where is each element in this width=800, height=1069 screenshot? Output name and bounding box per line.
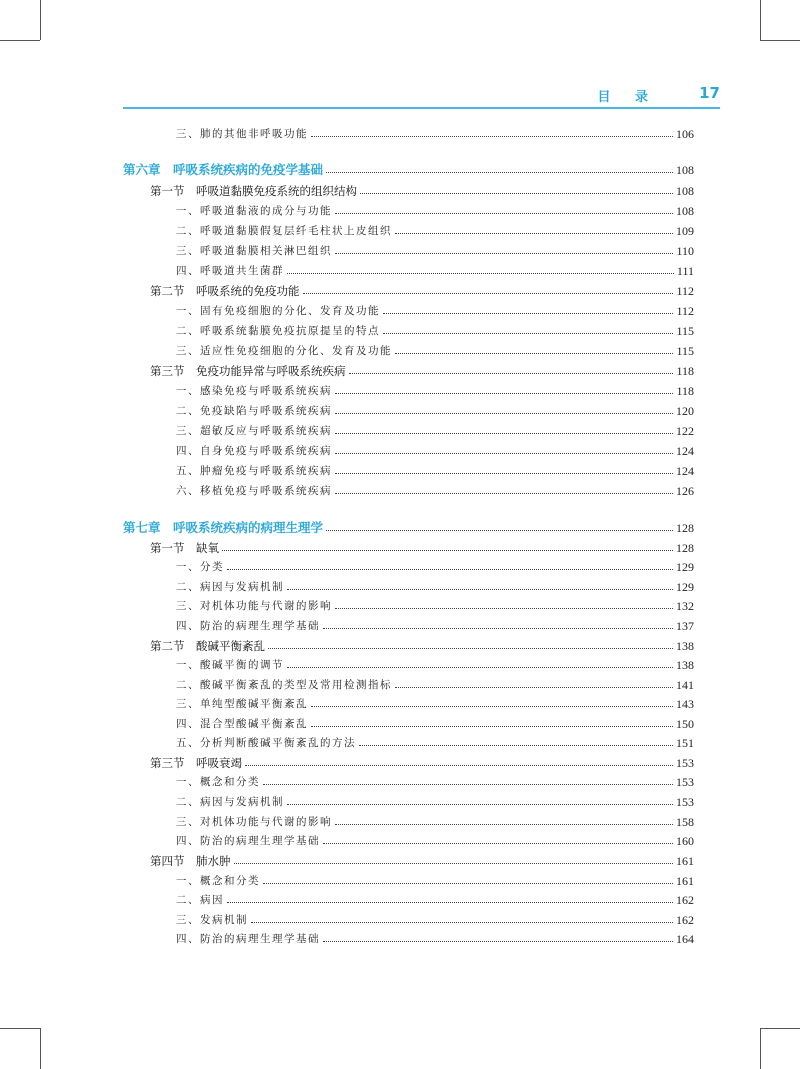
toc-item-row xyxy=(176,694,694,712)
toc-entry-title: 四、防治的病理生理学基础 xyxy=(176,620,320,632)
toc-item-row xyxy=(176,481,694,499)
dot-leader xyxy=(335,393,673,394)
toc-entry-title: 二、病因 xyxy=(176,894,224,906)
toc-page-number: 115 xyxy=(676,324,694,338)
toc-item-row xyxy=(176,812,694,830)
toc-item-row xyxy=(176,655,694,673)
toc-item-row xyxy=(176,341,694,359)
toc-page-number: 108 xyxy=(676,163,694,177)
toc-chapter-row xyxy=(123,160,694,178)
toc-item-row xyxy=(176,124,694,142)
toc-page-number: 151 xyxy=(676,736,694,750)
dot-leader xyxy=(287,804,673,805)
dot-leader xyxy=(234,863,674,864)
toc-page-number: 108 xyxy=(676,184,694,198)
toc-page-number: 109 xyxy=(676,224,694,238)
dot-leader xyxy=(263,883,673,884)
toc-entry-title: 第六章 呼吸系统疾病的免疫学基础 xyxy=(123,162,324,177)
dot-leader xyxy=(395,687,673,688)
toc-entry-title: 二、呼吸系统黏膜免疫抗原提呈的特点 xyxy=(176,325,380,337)
dot-leader xyxy=(335,453,673,454)
toc-entry-title: 一、分类 xyxy=(176,561,224,573)
toc-section-row xyxy=(150,538,694,556)
toc-entry-title: 三、对机体功能与代谢的影响 xyxy=(176,600,332,612)
toc-page-number: 118 xyxy=(676,384,694,398)
dot-leader xyxy=(335,253,673,254)
toc-page-number: 129 xyxy=(676,560,694,574)
toc-entry-title: 三、呼吸道黏膜相关淋巴组织 xyxy=(176,245,332,257)
toc-page-number: 150 xyxy=(676,717,694,731)
toc-entry-title: 四、呼吸道共生菌群 xyxy=(176,265,284,277)
dot-leader xyxy=(303,293,674,294)
toc-entry-title: 四、混合型酸碱平衡紊乱 xyxy=(176,718,308,730)
toc-entry-title: 四、防治的病理生理学基础 xyxy=(176,933,320,945)
toc-item-row xyxy=(176,890,694,908)
toc-entry-title: 第二节 酸碱平衡紊乱 xyxy=(150,639,265,653)
toc-entry-title: 二、呼吸道黏膜假复层纤毛柱状上皮组织 xyxy=(176,225,392,237)
dot-leader xyxy=(323,628,673,629)
toc-page-number: 161 xyxy=(676,874,694,888)
toc-page-number: 128 xyxy=(676,521,694,535)
dot-leader xyxy=(323,843,673,844)
dot-leader xyxy=(311,136,673,137)
dot-leader xyxy=(335,213,673,214)
toc-item-row xyxy=(176,301,694,319)
toc-item-row xyxy=(176,910,694,928)
dot-leader xyxy=(227,902,673,903)
toc-entry-title: 第一节 缺氧 xyxy=(150,541,219,555)
toc-item-row xyxy=(176,831,694,849)
toc-page-number: 108 xyxy=(676,204,694,218)
toc-page-number: 153 xyxy=(676,775,694,789)
toc-item-row xyxy=(176,441,694,459)
toc-item-row xyxy=(176,792,694,810)
dot-leader xyxy=(287,273,674,274)
toc-item-row xyxy=(176,241,694,259)
toc-entry-title: 一、概念和分类 xyxy=(176,875,260,887)
dot-leader xyxy=(383,313,673,314)
dot-leader xyxy=(335,413,673,414)
toc-entry-title: 五、分析判断酸碱平衡紊乱的方法 xyxy=(176,737,356,749)
toc-entry-title: 六、移植免疫与呼吸系统疾病 xyxy=(176,485,332,497)
toc-item-row xyxy=(176,321,694,339)
dot-leader xyxy=(335,608,673,609)
toc-item-row xyxy=(176,596,694,614)
toc-section-row xyxy=(150,636,694,654)
dot-leader xyxy=(335,433,673,434)
toc-item-row xyxy=(176,261,694,279)
toc-page-number: 153 xyxy=(676,756,694,770)
dot-leader xyxy=(311,706,673,707)
toc-entry-title: 三、肺的其他非呼吸功能 xyxy=(176,128,308,140)
toc-page-number: 106 xyxy=(676,127,694,141)
toc-page-number: 138 xyxy=(676,658,694,672)
toc-page-number: 141 xyxy=(676,678,694,692)
toc-entry-title: 三、超敏反应与呼吸系统疾病 xyxy=(176,425,332,437)
toc-entry-title: 四、防治的病理生理学基础 xyxy=(176,835,320,847)
toc-entry-title: 二、病因与发病机制 xyxy=(176,581,284,593)
toc-section-row xyxy=(150,181,694,199)
toc-item-row xyxy=(176,421,694,439)
toc-entry-title: 一、酸碱平衡的调节 xyxy=(176,659,284,671)
toc-section-row xyxy=(150,281,694,299)
toc-page-number: 153 xyxy=(676,795,694,809)
header-page-number: 17 xyxy=(699,84,720,102)
dot-leader xyxy=(395,233,673,234)
dot-leader xyxy=(360,193,673,194)
toc-entry-title: 五、肿瘤免疫与呼吸系统疾病 xyxy=(176,465,332,477)
toc-section-row xyxy=(150,851,694,869)
dot-leader xyxy=(349,373,674,374)
toc-item-row xyxy=(176,733,694,751)
toc-entry-title: 四、自身免疫与呼吸系统疾病 xyxy=(176,445,332,457)
dot-leader xyxy=(335,473,673,474)
toc-page-number: 124 xyxy=(676,444,694,458)
toc-page-number: 129 xyxy=(676,580,694,594)
toc-section-row xyxy=(150,753,694,771)
toc-entry-title: 一、概念和分类 xyxy=(176,776,260,788)
toc-page-number: 161 xyxy=(676,854,694,868)
toc-entry-title: 第一节 呼吸道黏膜免疫系统的组织结构 xyxy=(150,184,357,198)
toc-page-number: 126 xyxy=(676,484,694,498)
toc-page-number: 143 xyxy=(676,697,694,711)
dot-leader xyxy=(287,667,673,668)
toc-item-row xyxy=(176,772,694,790)
toc-page-number: 120 xyxy=(676,404,694,418)
toc-entry-title: 二、免疫缺陷与呼吸系统疾病 xyxy=(176,405,332,417)
dot-leader xyxy=(263,784,673,785)
toc-page-number: 110 xyxy=(676,244,694,258)
toc-item-row xyxy=(176,557,694,575)
header-title: 目 录 xyxy=(597,90,658,105)
toc-item-row xyxy=(176,201,694,219)
toc-entry-title: 第三节 免疫功能异常与呼吸系统疾病 xyxy=(150,364,346,378)
toc-entry-title: 三、对机体功能与代谢的影响 xyxy=(176,816,332,828)
toc-item-row xyxy=(176,616,694,634)
dot-leader xyxy=(359,745,673,746)
toc-entry-title: 一、感染免疫与呼吸系统疾病 xyxy=(176,385,332,397)
toc-item-row xyxy=(176,461,694,479)
toc-entry-title: 第四节 肺水肿 xyxy=(150,854,231,868)
toc-page-number: 128 xyxy=(676,541,694,555)
toc-page-number: 137 xyxy=(676,619,694,633)
toc-page-number: 118 xyxy=(676,364,694,378)
toc-page-number: 112 xyxy=(676,304,694,318)
dot-leader xyxy=(335,824,673,825)
dot-leader xyxy=(287,589,673,590)
toc-entry-title: 一、呼吸道黏液的成分与功能 xyxy=(176,205,332,217)
toc-item-row xyxy=(176,577,694,595)
toc-entry-title: 二、病因与发病机制 xyxy=(176,796,284,808)
toc-entry-title: 第二节 呼吸系统的免疫功能 xyxy=(150,284,300,298)
toc-page-number: 115 xyxy=(676,344,694,358)
toc-item-row xyxy=(176,401,694,419)
toc-item-row xyxy=(176,675,694,693)
dot-leader xyxy=(383,333,673,334)
toc-item-row xyxy=(176,929,694,947)
toc-page-number: 132 xyxy=(676,599,694,613)
toc-entry-title: 三、发病机制 xyxy=(176,914,248,926)
dot-leader xyxy=(268,648,673,649)
toc-item-row xyxy=(176,221,694,239)
toc-section-row xyxy=(150,361,694,379)
toc-item-row xyxy=(176,381,694,399)
toc-entry-title: 三、适应性免疫细胞的分化、发育及功能 xyxy=(176,345,392,357)
toc-entry-title: 一、固有免疫细胞的分化、发育及功能 xyxy=(176,305,380,317)
toc-page-number: 138 xyxy=(676,639,694,653)
toc-entry-title: 第三节 呼吸衰竭 xyxy=(150,756,242,770)
toc-entry-title: 第七章 呼吸系统疾病的病理生理学 xyxy=(123,520,324,535)
toc-page-number: 124 xyxy=(676,464,694,478)
toc-page-number: 112 xyxy=(676,284,694,298)
dot-leader xyxy=(335,493,673,494)
dot-leader xyxy=(323,941,673,942)
dot-leader xyxy=(222,550,673,551)
toc-chapter-row xyxy=(123,518,694,536)
toc-entry-title: 二、酸碱平衡紊乱的类型及常用检测指标 xyxy=(176,679,392,691)
dot-leader xyxy=(326,172,673,173)
toc-page-number: 162 xyxy=(676,893,694,907)
toc-page-number: 162 xyxy=(676,913,694,927)
dot-leader xyxy=(311,726,673,727)
dot-leader xyxy=(326,530,673,531)
dot-leader xyxy=(395,353,673,354)
toc-item-row xyxy=(176,714,694,732)
toc-page-number: 164 xyxy=(676,932,694,946)
toc-page-number: 158 xyxy=(676,815,694,829)
toc-entry-title: 三、单纯型酸碱平衡紊乱 xyxy=(176,698,308,710)
toc-page-number: 122 xyxy=(676,424,694,438)
toc-item-row xyxy=(176,871,694,889)
dot-leader xyxy=(245,765,673,766)
toc-page-number: 111 xyxy=(676,264,694,278)
dot-leader xyxy=(227,569,673,570)
dot-leader xyxy=(251,922,673,923)
toc-page-number: 160 xyxy=(676,834,694,848)
